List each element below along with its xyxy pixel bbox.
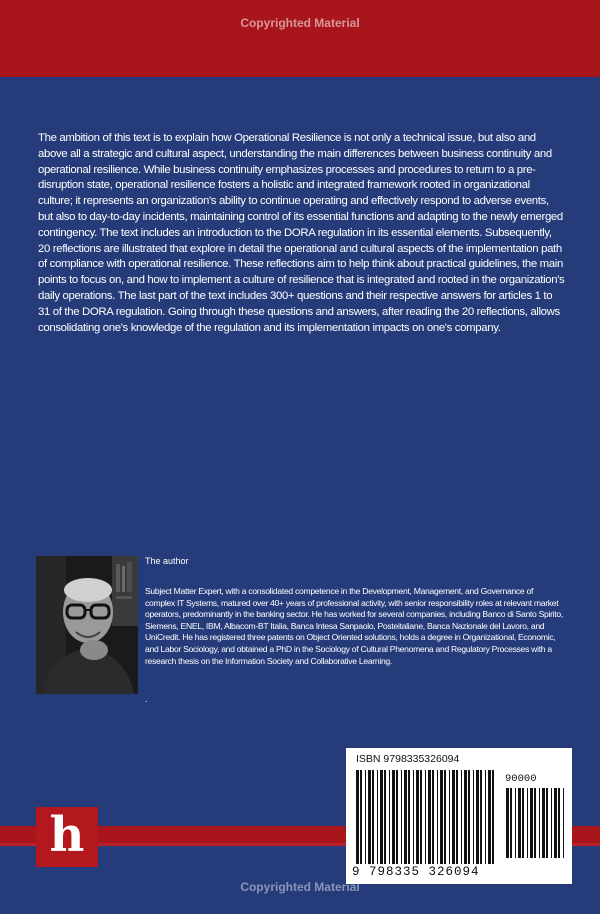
barcode-bar: [506, 788, 509, 858]
barcode-bar: [542, 788, 545, 858]
barcode-bar: [384, 770, 386, 864]
barcode-bar: [546, 788, 548, 858]
barcode-bar: [485, 770, 486, 864]
price-code: 90000: [505, 773, 537, 785]
barcode-bar: [515, 788, 516, 858]
back-cover-blurb: The ambition of this text is to explain how Operational Resilience is not only a technical issue, but also and above all a strategic and cultural aspect, understanding the main differences between business continuity and operational resilience. While business continuity emphasizes processes and procedures to return to a pre-disruption state, operational resilience fosters a holistic and integrated framework rooted in organizational culture; it represents an organization's ability to continue operating and effectively respond to adverse events, but also to day-to-day incidents, maintaining control of its essential functions and adapting to the newly emerged contingency. The text includes an introduction to the DORA regulation in its essential elements. Subsequently, 20 reflections are illustrated that explore in detail the operational and cultural aspects of the implementation path of compliance with operational resilience. These reflections aim to help think about practical guidelines, the main points to focus on, and how to implement a culture of resilience that is integrated and rooted in the organization's daily operations. The last part of the text includes 300+ questions and their respective answers for articles 1 to 31 of the DORA regulation. Going through these questions and answers, after reading the 20 reflections, allows consolidating one's knowledge of the regulation and its implementation impacts on one's company.: [38, 132, 565, 334]
barcode-bar: [518, 788, 521, 858]
barcode-bar: [396, 770, 398, 864]
barcode-bar: [539, 788, 540, 858]
barcode-bar: [473, 770, 474, 864]
barcode-bar: [488, 770, 491, 864]
barcode-bar: [563, 788, 564, 858]
barcode-bar: [510, 788, 512, 858]
barcode-bar: [452, 770, 455, 864]
top-red-band: [0, 0, 600, 77]
barcode-bar: [464, 770, 467, 864]
barcode-bar: [480, 770, 482, 864]
author-heading: The author: [145, 556, 189, 566]
barcode-bar: [492, 770, 494, 864]
watermark-bottom: Copyrighted Material: [240, 880, 360, 894]
watermark-top: Copyrighted Material: [240, 16, 360, 30]
barcode-bar: [554, 788, 557, 858]
barcode-bar: [468, 770, 470, 864]
barcode-bar: [380, 770, 383, 864]
barcode-bar: [428, 770, 431, 864]
barcode-bar: [432, 770, 434, 864]
publisher-logo: h: [36, 807, 98, 867]
barcode-bar: [392, 770, 395, 864]
barcode-bar: [360, 770, 362, 864]
barcode-bar: [558, 788, 560, 858]
barcode-bar: [437, 770, 438, 864]
barcode-bar: [456, 770, 458, 864]
barcode-bar: [534, 788, 536, 858]
author-photo: [36, 556, 138, 694]
barcode-bar: [416, 770, 419, 864]
barcode-bar: [404, 770, 407, 864]
barcode-bar: [522, 788, 524, 858]
barcode-bar: [444, 770, 446, 864]
barcode-bar: [377, 770, 378, 864]
barcode-bar: [461, 770, 462, 864]
barcode-bar: [551, 788, 552, 858]
author-trailing-dot: .: [145, 694, 148, 704]
barcode-bar: [527, 788, 528, 858]
barcode-bar: [356, 770, 359, 864]
barcode-bar: [413, 770, 414, 864]
barcode-bar: [389, 770, 390, 864]
barcode-bar: [425, 770, 426, 864]
barcode-bar: [440, 770, 443, 864]
barcode-bar: [449, 770, 450, 864]
barcode-bar: [476, 770, 479, 864]
ean-barcode: [346, 748, 572, 884]
barcode-bar: [365, 770, 366, 864]
barcode-bar: [420, 770, 422, 864]
barcode-bar: [408, 770, 410, 864]
isbn-barcode-box: [346, 748, 572, 884]
ean-digits: 9 798335 326094: [352, 865, 480, 879]
barcode-bar: [401, 770, 402, 864]
barcode-bar: [530, 788, 533, 858]
barcode-bar: [368, 770, 371, 864]
barcode-bar: [372, 770, 374, 864]
author-bio: Subject Matter Expert, with a consolidated competence in the Development, Management, and Governance of complex IT Systems, matured over 40+ years of professional activity, with senior responsibility roles at relevant market operators, predominantly in the banking sector. He has worked for several companies, including Banco di Santo Spirito, Siemens, ENEL, IBM, Albacom-BT Italia, Banca Intesa Sanpaolo, Posteitaliane, Banca Nazionale del Lavoro, and UniCredit. He has registered three patents on Object Oriented solutions, holds a degree in Organizational, Economic, and Labor Sociology, and obtained a PhD in the Sociology of Cultural Phenomena and Regulatory Processes with a research thesis on the Information Society and Collaborative Learning.: [145, 586, 563, 666]
isbn-label: ISBN 9798335326094: [356, 753, 460, 765]
